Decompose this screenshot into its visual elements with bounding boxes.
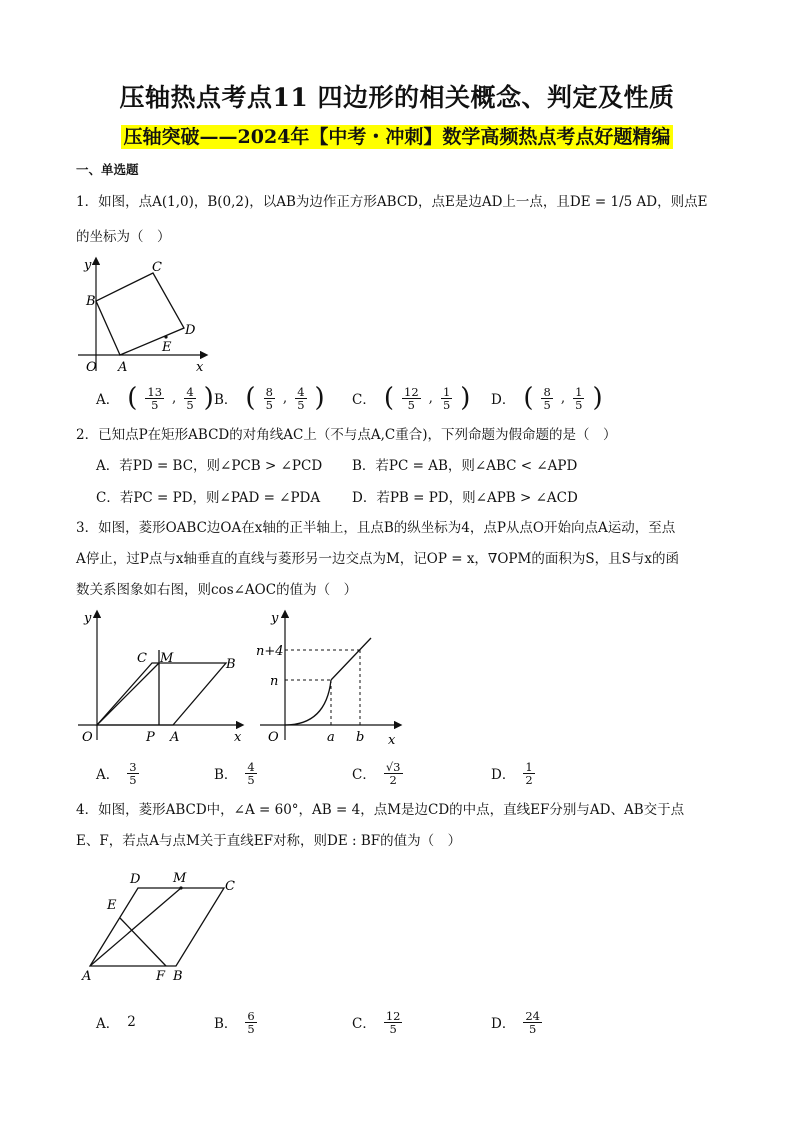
label-a: A	[118, 360, 128, 375]
denominator: 5	[543, 397, 551, 412]
fraction	[573, 386, 584, 411]
rhombus-oabc	[97, 663, 226, 725]
q1-option-c[interactable]: C． ( $\frac{12}{5}$ , $\frac{1}{5}$ )	[352, 383, 471, 413]
fraction	[127, 761, 138, 786]
option-value: 2	[127, 1014, 136, 1030]
label-b: B	[86, 294, 96, 309]
denominator: 5	[442, 397, 451, 412]
denominator: 5	[528, 1021, 537, 1036]
line-ef	[120, 918, 166, 966]
fraction	[264, 386, 275, 411]
fraction	[145, 386, 164, 411]
denominator: 5	[265, 397, 273, 412]
label-x: x	[388, 733, 396, 748]
label-c: C	[152, 260, 162, 275]
numerator: √3	[385, 759, 401, 774]
q4-line2: E、F，若点A与点M关于直线EF对称，则DE : BF的值为（ ）	[76, 833, 462, 849]
label-y: y	[84, 611, 92, 626]
label-b: B	[173, 969, 183, 984]
fraction	[184, 386, 195, 411]
q1-line1: 1．如图，点A(1,0)，B(0,2)，以AB为边作正方形ABCD，点E是边AD上一点，且DE = 1/5 AD，则点E	[76, 194, 708, 210]
q3-line3: 数关系图象如右图，则cos∠AOC的值为（ ）	[76, 582, 358, 598]
q2-option-b[interactable]: B．若PC = AB，则∠ABC < ∠APD	[352, 458, 578, 474]
denominator: 5	[151, 397, 159, 412]
label-y: y	[84, 258, 92, 273]
q3-line2: A停止，过P点与x轴垂直的直线与菱形另一边交点为M，记OP = x，∇OPM的面积为S，且S与x的函	[76, 551, 679, 567]
q3-line1: 3．如图，菱形OABC边OA在x轴的正半轴上，且点B的纵坐标为4，点P从点O开始向点A运动，至点	[76, 520, 676, 536]
fraction	[245, 1010, 256, 1035]
fraction	[441, 386, 452, 411]
q4-option-d[interactable]	[491, 1005, 542, 1039]
label-b: B	[226, 657, 236, 672]
label-o: O	[82, 730, 93, 745]
segment-am	[90, 888, 181, 966]
parabola-curve	[285, 680, 331, 725]
numerator: 3	[129, 759, 137, 774]
q2-option-d[interactable]: D．若PB = PD，则∠APB > ∠ACD	[352, 490, 578, 506]
option-letter: C．	[352, 392, 376, 408]
q3-option-a[interactable]	[96, 756, 139, 790]
numerator: 4	[297, 384, 305, 399]
q4-figure	[76, 866, 252, 986]
label-m: M	[160, 651, 174, 666]
q1-option-d[interactable]: D． ( $\frac{8}{5}$ , $\frac{1}{5}$ )	[491, 383, 603, 413]
label-x: x	[196, 360, 204, 375]
q1-figure	[74, 253, 214, 375]
option-letter: C．	[352, 767, 376, 783]
denominator: 5	[297, 397, 305, 412]
numerator: 8	[543, 384, 551, 399]
fraction	[541, 386, 552, 411]
numerator: 4	[186, 384, 194, 399]
q4-option-c[interactable]	[352, 1005, 402, 1039]
fraction	[245, 761, 256, 786]
numerator: 1	[442, 384, 451, 399]
option-letter: C．	[352, 1016, 376, 1032]
fraction	[523, 1010, 542, 1035]
label-f: F	[156, 969, 166, 984]
q3-rhombus-figure	[74, 608, 250, 748]
label-c: C	[225, 879, 235, 894]
label-d: D	[130, 872, 141, 887]
q2-option-a[interactable]: A．若PD = BC，则∠PCB > ∠PCD	[96, 458, 323, 474]
option-letter: D．	[491, 392, 516, 408]
option-letter: B．	[214, 767, 238, 783]
label-a: a	[327, 730, 335, 745]
fraction	[384, 1010, 403, 1035]
label-n-plus-4: n+4	[256, 644, 284, 659]
option-letter: D．	[491, 767, 516, 783]
q2-options-row1	[96, 449, 736, 479]
denominator: 5	[186, 397, 194, 412]
numerator: 12	[385, 1008, 401, 1023]
section-heading: 一、单选题	[76, 162, 139, 177]
fraction	[295, 386, 306, 411]
option-letter: A．	[96, 1016, 120, 1032]
fraction	[402, 386, 421, 411]
numerator: 13	[147, 384, 163, 399]
label-c: C	[137, 651, 147, 666]
label-o: O	[86, 360, 97, 375]
q1-line2: 的坐标为（ ）	[76, 229, 171, 245]
numerator: 8	[265, 384, 273, 399]
denominator: 5	[407, 397, 415, 412]
denominator: 2	[525, 772, 533, 787]
q2-option-c[interactable]: C．若PC = PD，则∠PAD = ∠PDA	[96, 490, 321, 506]
q1-option-a[interactable]: A． ( $\frac{13}{5}$ , $\frac{4}{5}$ )	[96, 383, 214, 413]
option-letter: A．	[96, 767, 120, 783]
label-d: D	[185, 323, 196, 338]
numerator: 6	[247, 1008, 255, 1023]
q4-line1: 4．如图，菱形ABCD中，∠A = 60°，AB = 4，点M是边CD的中点，直线EF分别与AD、AB交于点	[76, 802, 685, 818]
numerator: 24	[525, 1008, 540, 1023]
label-n: n	[270, 674, 279, 689]
q4-option-a[interactable]	[96, 1005, 136, 1039]
numerator: 1	[575, 384, 583, 399]
page-title: 压轴热点考点11 四边形的相关概念、判定及性质	[119, 83, 675, 112]
q2-stem: 2．已知点P在矩形ABCD的对角线AC上（不与点A,C重合)，下列命题为假命题的是（ ）	[76, 427, 617, 443]
label-o: O	[268, 730, 279, 745]
option-letter: B．	[214, 392, 238, 408]
label-m: M	[173, 871, 187, 886]
point-m	[179, 886, 182, 889]
q4-options	[96, 1005, 736, 1039]
label-b: b	[356, 730, 365, 745]
numerator: 1	[525, 759, 533, 774]
q1-option-b[interactable]: B． ( $\frac{8}{5}$ , $\frac{4}{5}$ )	[214, 383, 325, 413]
denominator: 5	[247, 1021, 255, 1036]
q3-options	[96, 756, 736, 790]
denominator: 5	[129, 772, 137, 787]
fraction	[523, 761, 534, 786]
label-x: x	[234, 730, 242, 745]
label-a: A	[170, 730, 180, 745]
option-letter: A．	[96, 392, 120, 408]
q3-option-d[interactable]	[491, 756, 535, 790]
numerator: 4	[247, 759, 255, 774]
q3-option-c[interactable]	[352, 756, 403, 790]
label-y: y	[271, 611, 279, 626]
numerator: 12	[404, 384, 419, 399]
q3-option-b[interactable]	[214, 756, 257, 790]
linear-segment	[331, 638, 371, 680]
q3-graph-figure	[256, 608, 406, 748]
denominator: 5	[247, 772, 255, 787]
denominator: 2	[389, 772, 397, 787]
subtitle-highlight: 压轴突破——2024年【中考・冲刺】数学高频热点考点好题精编	[121, 125, 674, 149]
label-e: E	[107, 898, 117, 913]
point-e	[164, 335, 167, 338]
page-subtitle	[0, 122, 794, 149]
option-letter: D．	[491, 1016, 516, 1032]
label-p: P	[146, 730, 155, 745]
fraction	[384, 761, 403, 786]
segment-om	[97, 663, 159, 725]
q2-options-row2	[96, 481, 736, 511]
option-letter: B．	[214, 1016, 238, 1032]
q4-option-b[interactable]	[214, 1005, 257, 1039]
denominator: 5	[389, 1021, 397, 1036]
label-e: E	[162, 340, 172, 355]
label-a: A	[82, 969, 92, 984]
denominator: 5	[575, 397, 583, 412]
q1-options	[96, 381, 736, 415]
